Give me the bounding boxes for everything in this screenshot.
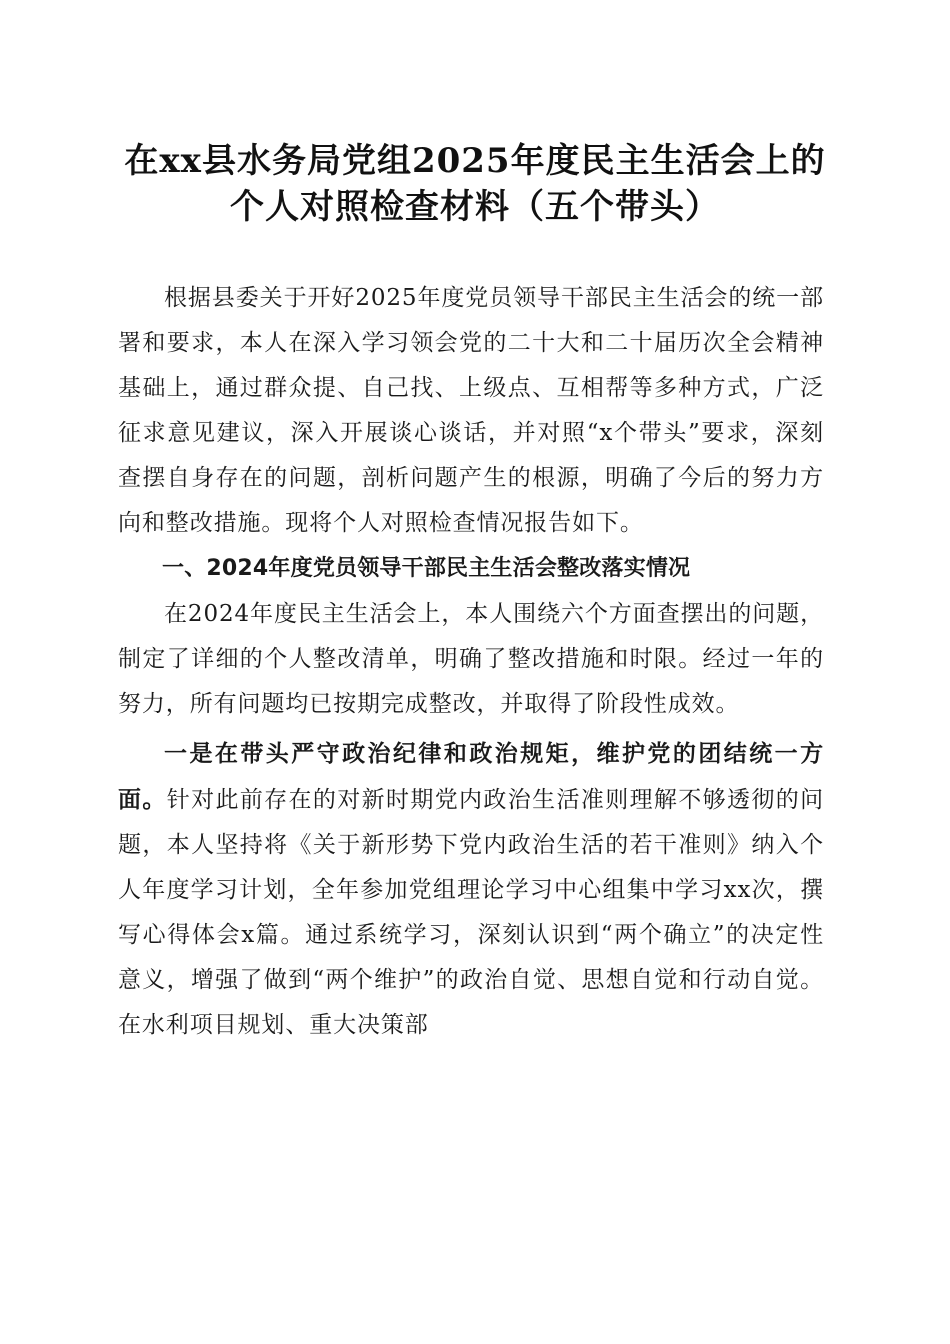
point-1-body: 针对此前存在的对新时期党内政治生活准则理解不够透彻的问题，本人坚持将《关于新形势下党内政治生活的若干准则》纳入个人年度学习计划，全年参加党组理论学习中心组集中学习xx次，撰写心得体会x篇。通过系统学习，深刻认识到“两个确立”的决定性意义，增强了做到“两个维护”的政治自觉、思想自觉和行动自觉。在水利项目规划、重大决策部 xyxy=(118,787,824,1038)
section-1-intro-paragraph: 在2024年度民主生活会上，本人围绕六个方面查摆出的问题，制定了详细的个人整改清单，明确了整改措施和时限。经过一年的努力，所有问题均已按期完成整改，并取得了阶段性成效。 xyxy=(118,601,824,717)
title-line-2: 个人对照检查材料（五个带头） xyxy=(230,187,720,227)
section-1-heading: 一、2024年度党员领导干部民主生活会整改落实情况 xyxy=(162,556,691,581)
intro-paragraph: 根据县委关于开好2025年度党员领导干部民主生活会的统一部署和要求，本人在深入学习领会党的二十大和二十届历次全会精神基础上，通过群众提、自己找、上级点、互相帮等多种方式，广泛征求意见建议，深入开展谈心谈话，并对照“x个带头”要求，深刻查摆自身存在的问题，剖析问题产生的根源，明确了今后的努力方向和整改措施。现将个人对照检查情况报告如下。 xyxy=(118,285,824,536)
document-body xyxy=(118,276,824,1048)
point-1-lead: 一是在带头严守政治纪律和政治规矩，维护党的团结统一方面。 xyxy=(118,740,824,813)
point-1-paragraph xyxy=(118,731,824,1048)
title-line-1: 在xx县水务局党组2025年度民主生活会上的 xyxy=(124,141,826,181)
document-title xyxy=(100,138,850,230)
